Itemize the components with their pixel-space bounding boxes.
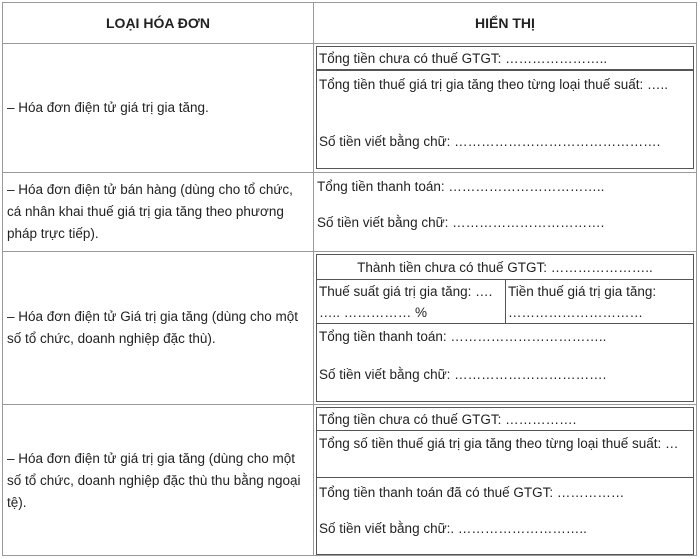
row-3-type: – Hóa đơn điện tử Giá trị gia tăng (dùng cho một số tổ chức, doanh nghiệp đặc thù). — [7, 309, 299, 346]
column-divider — [313, 3, 314, 555]
row-4-type: – Hóa đơn điện tử giá trị gia tăng (dùng cho một số tổ chức, doanh nghiệp đặc thù thu bằng ngoại tệ). — [7, 451, 301, 510]
row-2-type: – Hóa đơn điện tử bán hàng (dùng cho tổ chức, cá nhân khai thuế giá trị gia tăng theo phương pháp trực tiếp). — [7, 182, 293, 241]
row-4-box-1 — [316, 407, 694, 431]
header-invoice-type: LOẠI HÓA ĐƠN — [106, 15, 210, 31]
row-3-line-4: Số tiền viết bằng chữ: ……………………………. — [319, 367, 607, 382]
header-display: HIỂN THỊ — [475, 15, 535, 31]
invoice-display-table — [2, 2, 697, 556]
row-4-line-2: Tổng số tiền thuế giá trị gia tăng theo từng loại thuế suất: … — [319, 436, 679, 451]
row-1-line-3: Số tiền viết bằng chữ: ………………………………………. — [319, 134, 661, 149]
row-1-box-2 — [316, 70, 694, 169]
row-4-line-4: Số tiền viết bằng chữ:. ……………………….. — [319, 521, 587, 536]
row-1-line-2: Tổng tiền thuế giá trị gia tăng theo từng loại thuế suất: ….. — [319, 77, 669, 92]
row-3-line-3: Tổng tiền thanh toán: …………………………….. — [319, 329, 607, 344]
row-2-line-1: Tổng tiền thanh toán: …………………………….. — [317, 179, 605, 194]
row-1-type: – Hóa đơn điện tử giá trị gia tăng. — [7, 100, 209, 115]
row-3-box-rate — [316, 279, 506, 324]
row-3-line-1: Thành tiền chưa có thuế GTGT: ………………….. — [357, 260, 653, 275]
row-3-box-tax — [505, 279, 694, 324]
row-1-line-1: Tổng tiền chưa có thuế GTGT: ………………….. — [319, 51, 608, 66]
row-4-box-2 — [316, 430, 694, 478]
row-2-type-cell — [3, 173, 313, 251]
row-2-line-2: Số tiền viết bằng chữ: ……………………………. — [317, 215, 605, 230]
row-1-box-1 — [316, 46, 694, 70]
row-3-rate: Thuế suất giá trị gia tăng: …. ….. …………… % — [319, 284, 493, 320]
row-1-type-cell — [3, 44, 313, 172]
row-3-type-cell — [3, 252, 313, 404]
row-4-line-3: Tổng tiền thanh toán đã có thuế GTGT: …………… — [319, 485, 625, 500]
row-4-line-1: Tổng tiền chưa có thuế GTGT: ……………. — [319, 412, 577, 427]
row-4-type-cell — [3, 405, 313, 557]
row-3-tax: Tiền thuế giá trị gia tăng: ………………………… — [508, 284, 657, 320]
row-3-box-1 — [316, 254, 694, 280]
row-3-box-3 — [316, 323, 694, 402]
row-4-box-3 — [316, 477, 694, 555]
